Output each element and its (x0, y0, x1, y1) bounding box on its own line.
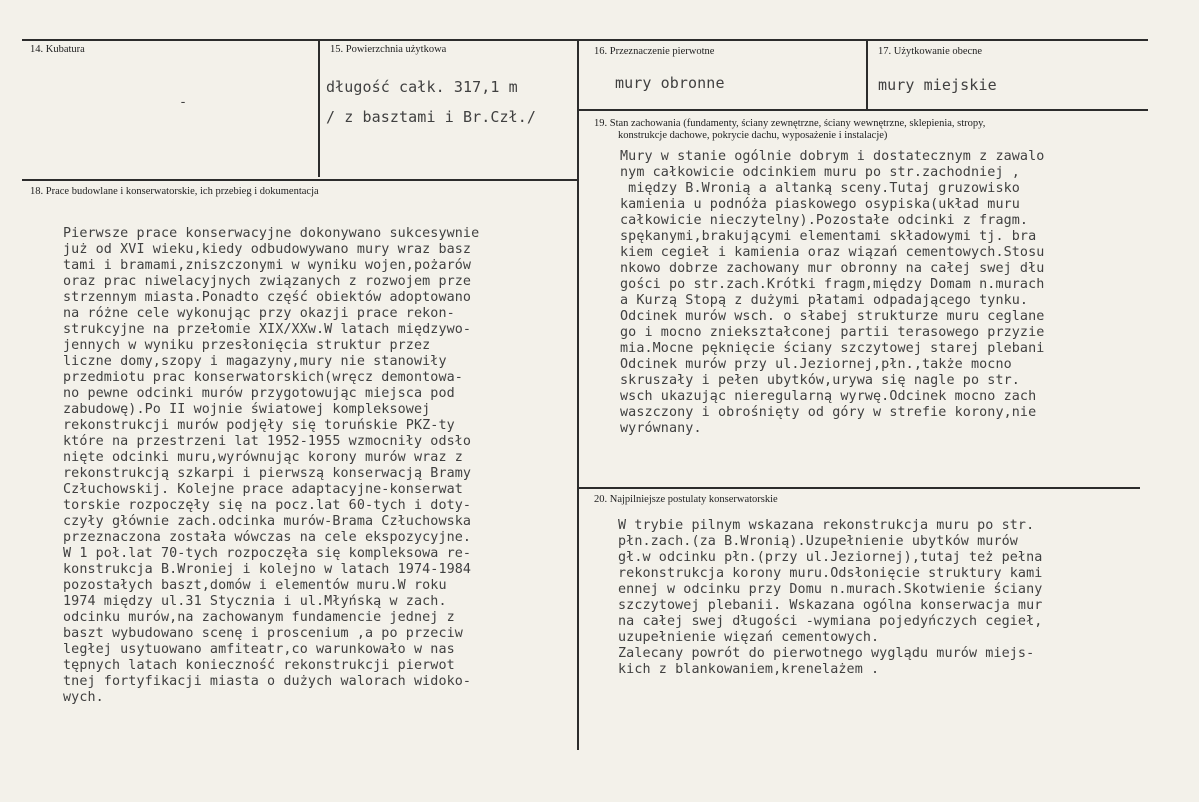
text-line: kich z blankowaniem,krenelażem . (618, 662, 880, 677)
text-line: Pierwsze prace konserwacyjne dokonywano sukcesywnie (63, 226, 480, 241)
text-line: między B.Wronią a altanką sceny.Tutaj gruzowisko (620, 181, 1020, 196)
text-line: wych. (63, 690, 104, 705)
text-line: waszczony i obrośnięty od góry w strefie korony,nie (620, 405, 1037, 420)
divider-16-17 (866, 39, 868, 111)
field-20-label: 20. Najpilniejsze postulaty konserwatorskie (594, 494, 778, 505)
text-line: baszt wybudowano scenę i proscenium ,a po przeciw (63, 626, 463, 641)
text-line: ennej w odcinku przy Domu n.murach.Skotwienie ściany (618, 582, 1043, 597)
text-line: na różne cele wykonując przy okazji prace rekon- (63, 306, 455, 321)
text-line: rekonstrukcją szkarpi i pierwszą konserwacją Bramy (63, 466, 472, 481)
text-line: oraz prac niwelacyjnych związanych z rozwojem prze (63, 274, 472, 289)
text-line: pozostałych baszt,domów i elementów muru.W roku (63, 578, 447, 593)
text-line: no pewne odcinki murów przygotowując miejsca pod (63, 386, 455, 401)
text-line: przeznaczona została wówczas na cele ekspozycyjne. (63, 530, 472, 545)
divider-19-20 (578, 487, 1140, 489)
text-line: wyrównany. (620, 421, 702, 436)
text-line: czyły głównie zach.odcinka murów-Brama Człuchowska (63, 514, 472, 529)
field-15-line2: / z basztami i Br.Czł./ (326, 108, 537, 126)
text-line: ległej usytuowano amfiteatr,co warunkowało w nas (63, 642, 455, 657)
text-line: mia.Mocne pęknięcie ściany szczytowej starej plebani (620, 341, 1045, 356)
field-16-value: mury obronne (615, 74, 725, 92)
field-15-label: 15. Powierzchnia użytkowa (330, 44, 447, 55)
text-line: gł.w odcinku płn.(przy ul.Jeziornej),tutaj też pełna (618, 550, 1043, 565)
text-line: W trybie pilnym wskazana rekonstrukcja muru po str. (618, 518, 1035, 533)
text-line: Odcinek murów wsch. o słabej strukturze muru ceglane (620, 309, 1045, 324)
text-line: przedmiotu prac konserwatorskich(wręcz demontowa- (63, 370, 463, 385)
text-line: W 1 poł.lat 70-tych rozpoczęła się kompleksowa re- (63, 546, 472, 561)
field-17-value: mury miejskie (878, 76, 997, 94)
text-line: już od XVI wieku,kiedy odbudowywano mury wraz basz (63, 242, 472, 257)
text-line: szczytowej plebanii. Wskazana ogólna konserwacja mur (618, 598, 1043, 613)
text-line: całkowicie nieczytelny).Pozostałe odcinki z fragm. (620, 213, 1029, 228)
text-line: a Kurzą Stopą z dużymi płatami odpadającego tynku. (620, 293, 1029, 308)
field-19-label-line2: konstrukcje dachowe, pokrycie dachu, wyposażenie i instalacje) (618, 130, 888, 141)
text-line: strzennym miasta.Ponadto część obiektów adoptowano (63, 290, 472, 305)
top-border (22, 39, 1148, 41)
field-14-value: - (179, 95, 188, 110)
text-line: liczne domy,szopy i magazyny,mury nie stanowiły (63, 354, 447, 369)
text-line: torskie rozpoczęły się na pocz.lat 60-tych i doty- (63, 498, 472, 513)
text-line: gości po str.zach.Krótki fragm,między Domam n.murach (620, 277, 1045, 292)
field-17-label: 17. Użytkowanie obecne (878, 46, 983, 57)
field-15-line1: długość całk. 317,1 m (326, 78, 518, 96)
divider-14-15 (318, 39, 320, 177)
text-line: rekonstrukcji murów podjęły się toruńskie PKZ-ty (63, 418, 455, 433)
text-line: skruszały i pełen ubytków,urywa się nagle po str. (620, 373, 1020, 388)
text-line: Człuchowskij. Kolejne prace adaptacyjne-konserwat (63, 482, 463, 497)
text-line: uzupełnienie więzań cementowych. (618, 630, 880, 645)
text-line: konstrukcja B.Wroniej i kolejno w latach 1974-1984 (63, 562, 472, 577)
field-18-label: 18. Prace budowlane i konserwatorskie, ich przebieg i dokumentacja (30, 186, 319, 197)
text-line: kiem cegieł i kamienia oraz wiązań cementowych.Stosu (620, 245, 1045, 260)
text-line: odcinku murów,na zachowanym fundamencie jednej z (63, 610, 455, 625)
field-19-label-line1: 19. Stan zachowania (fundamenty, ściany zewnętrzne, ściany wewnętrzne, sklepienia, stropy, (594, 118, 986, 129)
text-line: tępnych latach konieczność rekonstrukcji pierwot (63, 658, 455, 673)
text-line: go i mocno zniekształconej partii terasowego przyzie (620, 325, 1045, 340)
text-line: płn.zach.(za B.Wronią).Uzupełnienie ubytków murów (618, 534, 1018, 549)
divider-14-18 (22, 179, 579, 181)
text-line: kamienia u podnóża piaskowego osypiska(układ muru (620, 197, 1020, 212)
text-line: na całej swej długości -wymiana pojedyńczych cegieł, (618, 614, 1043, 629)
text-line: nięte odcinki muru,wyrównując korony murów wraz z (63, 450, 463, 465)
text-line: jennych w wyniku przesłonięcia struktur przez (63, 338, 431, 353)
text-line: rekonstrukcja korony muru.Odsłonięcie struktury kami (618, 566, 1043, 581)
divider-16-19 (578, 109, 1148, 111)
divider-left-right (577, 39, 579, 750)
text-line: Zalecany powrót do pierwotnego wyglądu murów miejs- (618, 646, 1035, 661)
text-line: tami i bramami,zniszczonymi w wyniku wojen,pożarów (63, 258, 472, 273)
text-line: strukcyjne na przełomie XIX/XXw.W latach międzywo- (63, 322, 472, 337)
field-14-label: 14. Kubatura (30, 44, 85, 55)
text-line: które na przestrzeni lat 1952-1955 wzmocniły odsło (63, 434, 472, 449)
text-line: 1974 między ul.31 Stycznia i ul.Młyńską w zach. (63, 594, 447, 609)
text-line: Odcinek murów przy ul.Jeziornej,płn.,także mocno (620, 357, 1012, 372)
text-line: zabudowę).Po II wojnie światowej kompleksowej (63, 402, 431, 417)
text-line: nkowo dobrze zachowany mur obronny na całej swej dłu (620, 261, 1045, 276)
field-16-label: 16. Przeznaczenie pierwotne (594, 46, 715, 57)
text-line: Mury w stanie ogólnie dobrym i dostatecznym z zawalo (620, 149, 1045, 164)
text-line: spękanymi,brakującymi elementami składowymi tj. bra (620, 229, 1037, 244)
text-line: wsch ukazując nieregularną wyrwę.Odcinek mocno zach (620, 389, 1037, 404)
text-line: tnej fortyfikacji miasta o dużych walorach widoko- (63, 674, 472, 689)
text-line: nym całkowicie odcinkiem muru po str.zachodniej , (620, 165, 1020, 180)
